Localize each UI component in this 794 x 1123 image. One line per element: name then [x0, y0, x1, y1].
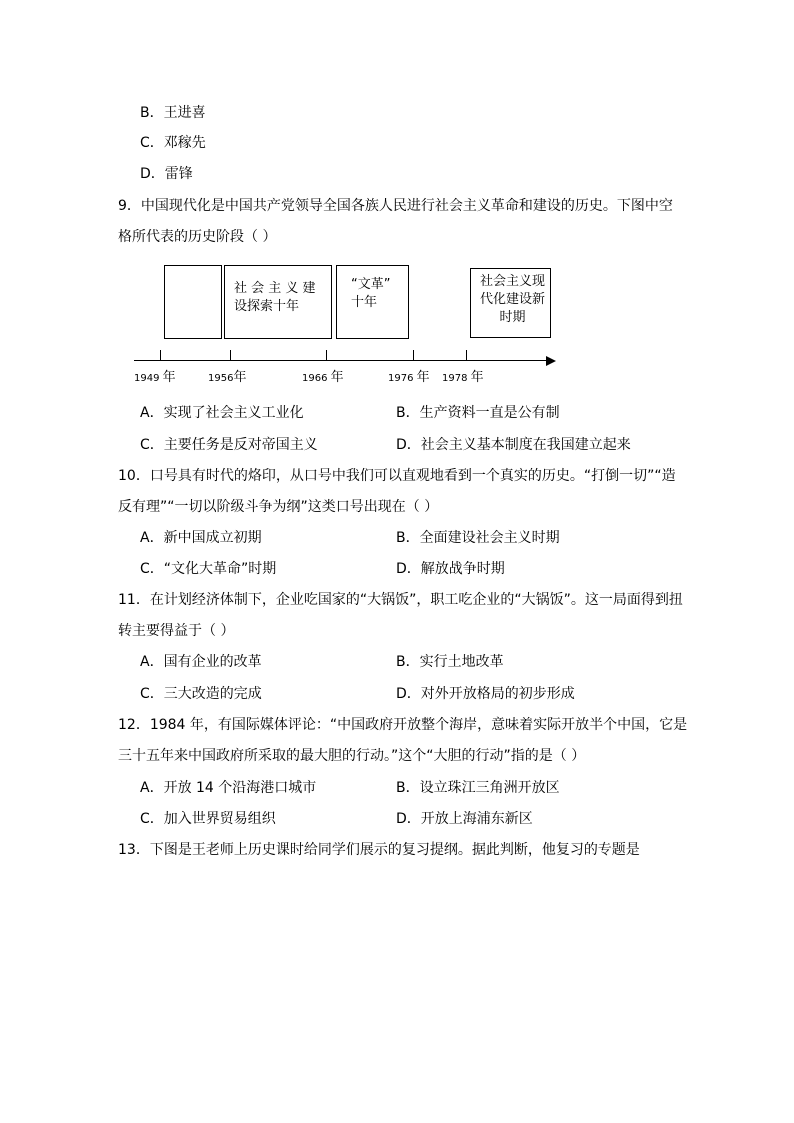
q12-stem-line1: 12．1984 年，有国际媒体评论：“中国政府开放整个海岸，意味着实际开放半个中国，它是: [118, 717, 688, 733]
q8-option-b: B．王进喜: [140, 105, 206, 121]
tick-label-1966: 1966 年: [302, 370, 344, 385]
timeline-axis: [134, 360, 550, 361]
blank-stage-box: [164, 265, 222, 339]
q10-option-b: B．全面建设社会主义时期: [396, 530, 560, 546]
q11-option-a: A．国有企业的改革: [140, 654, 262, 670]
q12-option-a: A．开放 14 个沿海港口城市: [140, 780, 317, 796]
box-text: 十年: [351, 295, 378, 310]
q12-option-d: D．开放上海浦东新区: [396, 811, 533, 827]
tick-label-1978: 1978 年: [442, 370, 484, 385]
box-text: 时期: [499, 310, 526, 325]
q12-option-b: B．设立珠江三角洲开放区: [396, 780, 560, 796]
q9-option-a: A．实现了社会主义工业化: [140, 405, 304, 421]
q8-option-c: C．邓稼先: [140, 135, 206, 151]
tick-label-1976: 1976 年: [388, 370, 430, 385]
tick-1978: [466, 350, 467, 360]
q13-stem-line1: 13．下图是王老师上历史课时给同学们展示的复习提纲。据此判断，他复习的专题是: [118, 842, 640, 858]
tick-label-1949: 1949 年: [134, 370, 176, 385]
q10-option-c: C．“文化大革命”时期: [140, 561, 277, 577]
reform-era-box: [470, 268, 551, 338]
box-text: 社 会 主 义 建: [234, 281, 316, 296]
timeline-arrow-icon: [546, 356, 556, 366]
q9-timeline-diagram: [126, 260, 566, 385]
box-text: 社会主义现: [479, 274, 545, 289]
q10-stem-line2: 反有理”“一切以阶级斗争为纲”这类口号出现在（ ）: [118, 499, 439, 515]
q11-stem-line2: 转主要得益于（ ）: [118, 623, 235, 639]
tick-1976: [413, 350, 414, 360]
tick-1956: [230, 350, 231, 360]
cultural-revolution-box: [336, 265, 409, 339]
q9-option-d: D．社会主义基本制度在我国建立起来: [396, 437, 631, 453]
q8-option-d: D．雷锋: [140, 166, 193, 182]
q11-stem-line1: 11．在计划经济体制下，企业吃国家的“大锅饭”，职工吃企业的“大锅饭”。这一局面得到扭: [118, 592, 683, 608]
q11-option-d: D．对外开放格局的初步形成: [396, 686, 575, 702]
tick-1949: [160, 350, 161, 360]
tick-label-1956: 1956年: [208, 370, 247, 385]
q12-option-c: C．加入世界贸易组织: [140, 811, 276, 827]
exploration-decade-box: [224, 265, 332, 339]
q9-option-c: C．主要任务是反对帝国主义: [140, 437, 318, 453]
q9-option-b: B．生产资料一直是公有制: [396, 405, 560, 421]
q10-stem-line1: 10．口号具有时代的烙印，从口号中我们可以直观地看到一个真实的历史。“打倒一切”“造: [118, 468, 676, 484]
q12-stem-line2: 三十五年来中国政府所采取的最大胆的行动。”这个“大胆的行动”指的是（ ）: [118, 748, 586, 764]
q11-option-b: B．实行土地改革: [396, 654, 504, 670]
q9-stem-line2: 格所代表的历史阶段（ ）: [118, 229, 277, 245]
box-text: “文革”: [351, 277, 391, 292]
q9-stem-line1: 9．中国现代化是中国共产党领导全国各族人民进行社会主义革命和建设的历史。下图中空: [118, 198, 673, 214]
box-text: 设探索十年: [234, 299, 300, 314]
q10-option-d: D．解放战争时期: [396, 561, 505, 577]
q11-option-c: C．三大改造的完成: [140, 686, 262, 702]
box-text: 代化建设新: [479, 292, 545, 307]
tick-1966: [326, 350, 327, 360]
q10-option-a: A．新中国成立初期: [140, 530, 262, 546]
